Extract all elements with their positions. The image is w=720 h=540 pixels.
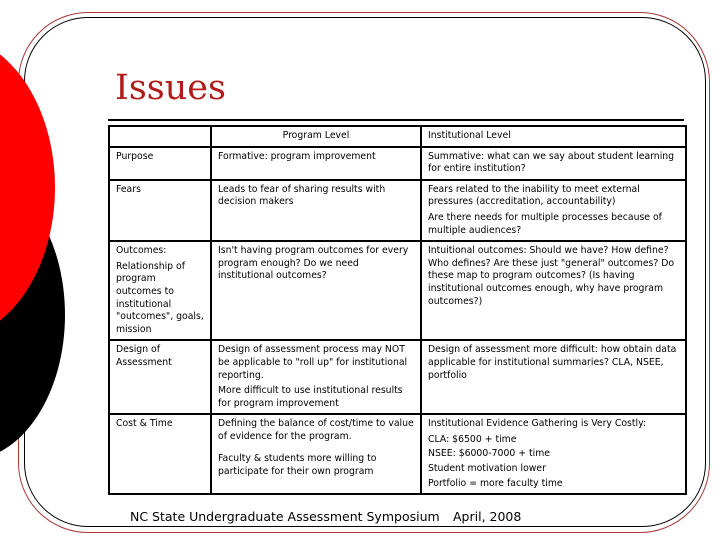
table-header-row [109,126,686,147]
row-label: Fears [109,180,211,241]
row-label [109,241,211,340]
header-program-level: Program Level [211,126,421,147]
header-empty [109,126,211,147]
table-row-fears [109,180,686,241]
cell-text: Fears related to the inability to meet external pressures (accreditation, accountability) [428,183,640,208]
row-label: Purpose [109,147,211,180]
row-label: Cost & Time [109,414,211,494]
program-cell [211,414,421,494]
cell-text: Design of assessment process may NOT be applicable to "roll up" for institutional reporting. [218,344,408,381]
institutional-cell [421,414,686,494]
cell-text: Summative: what can we say about student learning for entire institution? [428,150,675,175]
table-row-outcomes [109,241,686,340]
program-cell [211,180,421,241]
footer-date: April, 2008 [453,509,522,524]
cell-text: More difficult to use institutional results for program improvement [218,385,403,409]
cell-text: CLA: $6500 + time [428,433,517,445]
cell-text: Leads to fear of sharing results with decision makers [218,183,386,208]
header-institutional-level: Institutional Level [421,126,686,147]
table-row-purpose [109,147,686,180]
institutional-cell [421,147,686,180]
slide-title: Issues [115,68,226,108]
program-cell [211,340,421,414]
cell-text: Design of assessment more difficult: how obtain data applicable for institutional summaries? CLA, NSEE, portfolio [428,344,677,381]
cell-text: Faculty & students more willing to participate for their own program [218,453,377,478]
program-cell [211,147,421,180]
cell-text: Student motivation lower [428,463,546,475]
cell-text: Portfolio = more faculty time [428,477,563,489]
program-cell [211,241,421,340]
cell-text: Are there needs for multiple processes because of multiple audiences? [428,211,662,236]
institutional-cell [421,340,686,414]
cell-text: Isn't having program outcomes for every program enough? Do we need institutional outcomes? [218,245,409,282]
row-label-sub: Relationship of program outcomes to institutional "outcomes", goals, mission [116,260,204,335]
title-rule [108,119,684,121]
row-label: Design of Assessment [109,340,211,414]
table-row-cost-time [109,414,686,494]
issues-table [108,125,687,495]
footer-event: NC State Undergraduate Assessment Symposium [130,509,440,524]
cell-text: Institutional Evidence Gathering is Very Costly: [428,418,647,430]
cell-text: Formative: program improvement [218,150,376,162]
table-row-design [109,340,686,414]
institutional-cell [421,241,686,340]
cell-text: NSEE: $6000-7000 + time [428,448,550,460]
institutional-cell [421,180,686,241]
cell-text: Intuitional outcomes: Should we have? How define? Who defines? Are these just "general" outcomes? Do these map to program outcomes? (Is having institutional outcomes enough, why have program outcomes?) [428,245,675,307]
cell-text: Defining the balance of cost/time to value of evidence for the program. [218,418,414,442]
row-label-main: Outcomes: [116,245,167,257]
